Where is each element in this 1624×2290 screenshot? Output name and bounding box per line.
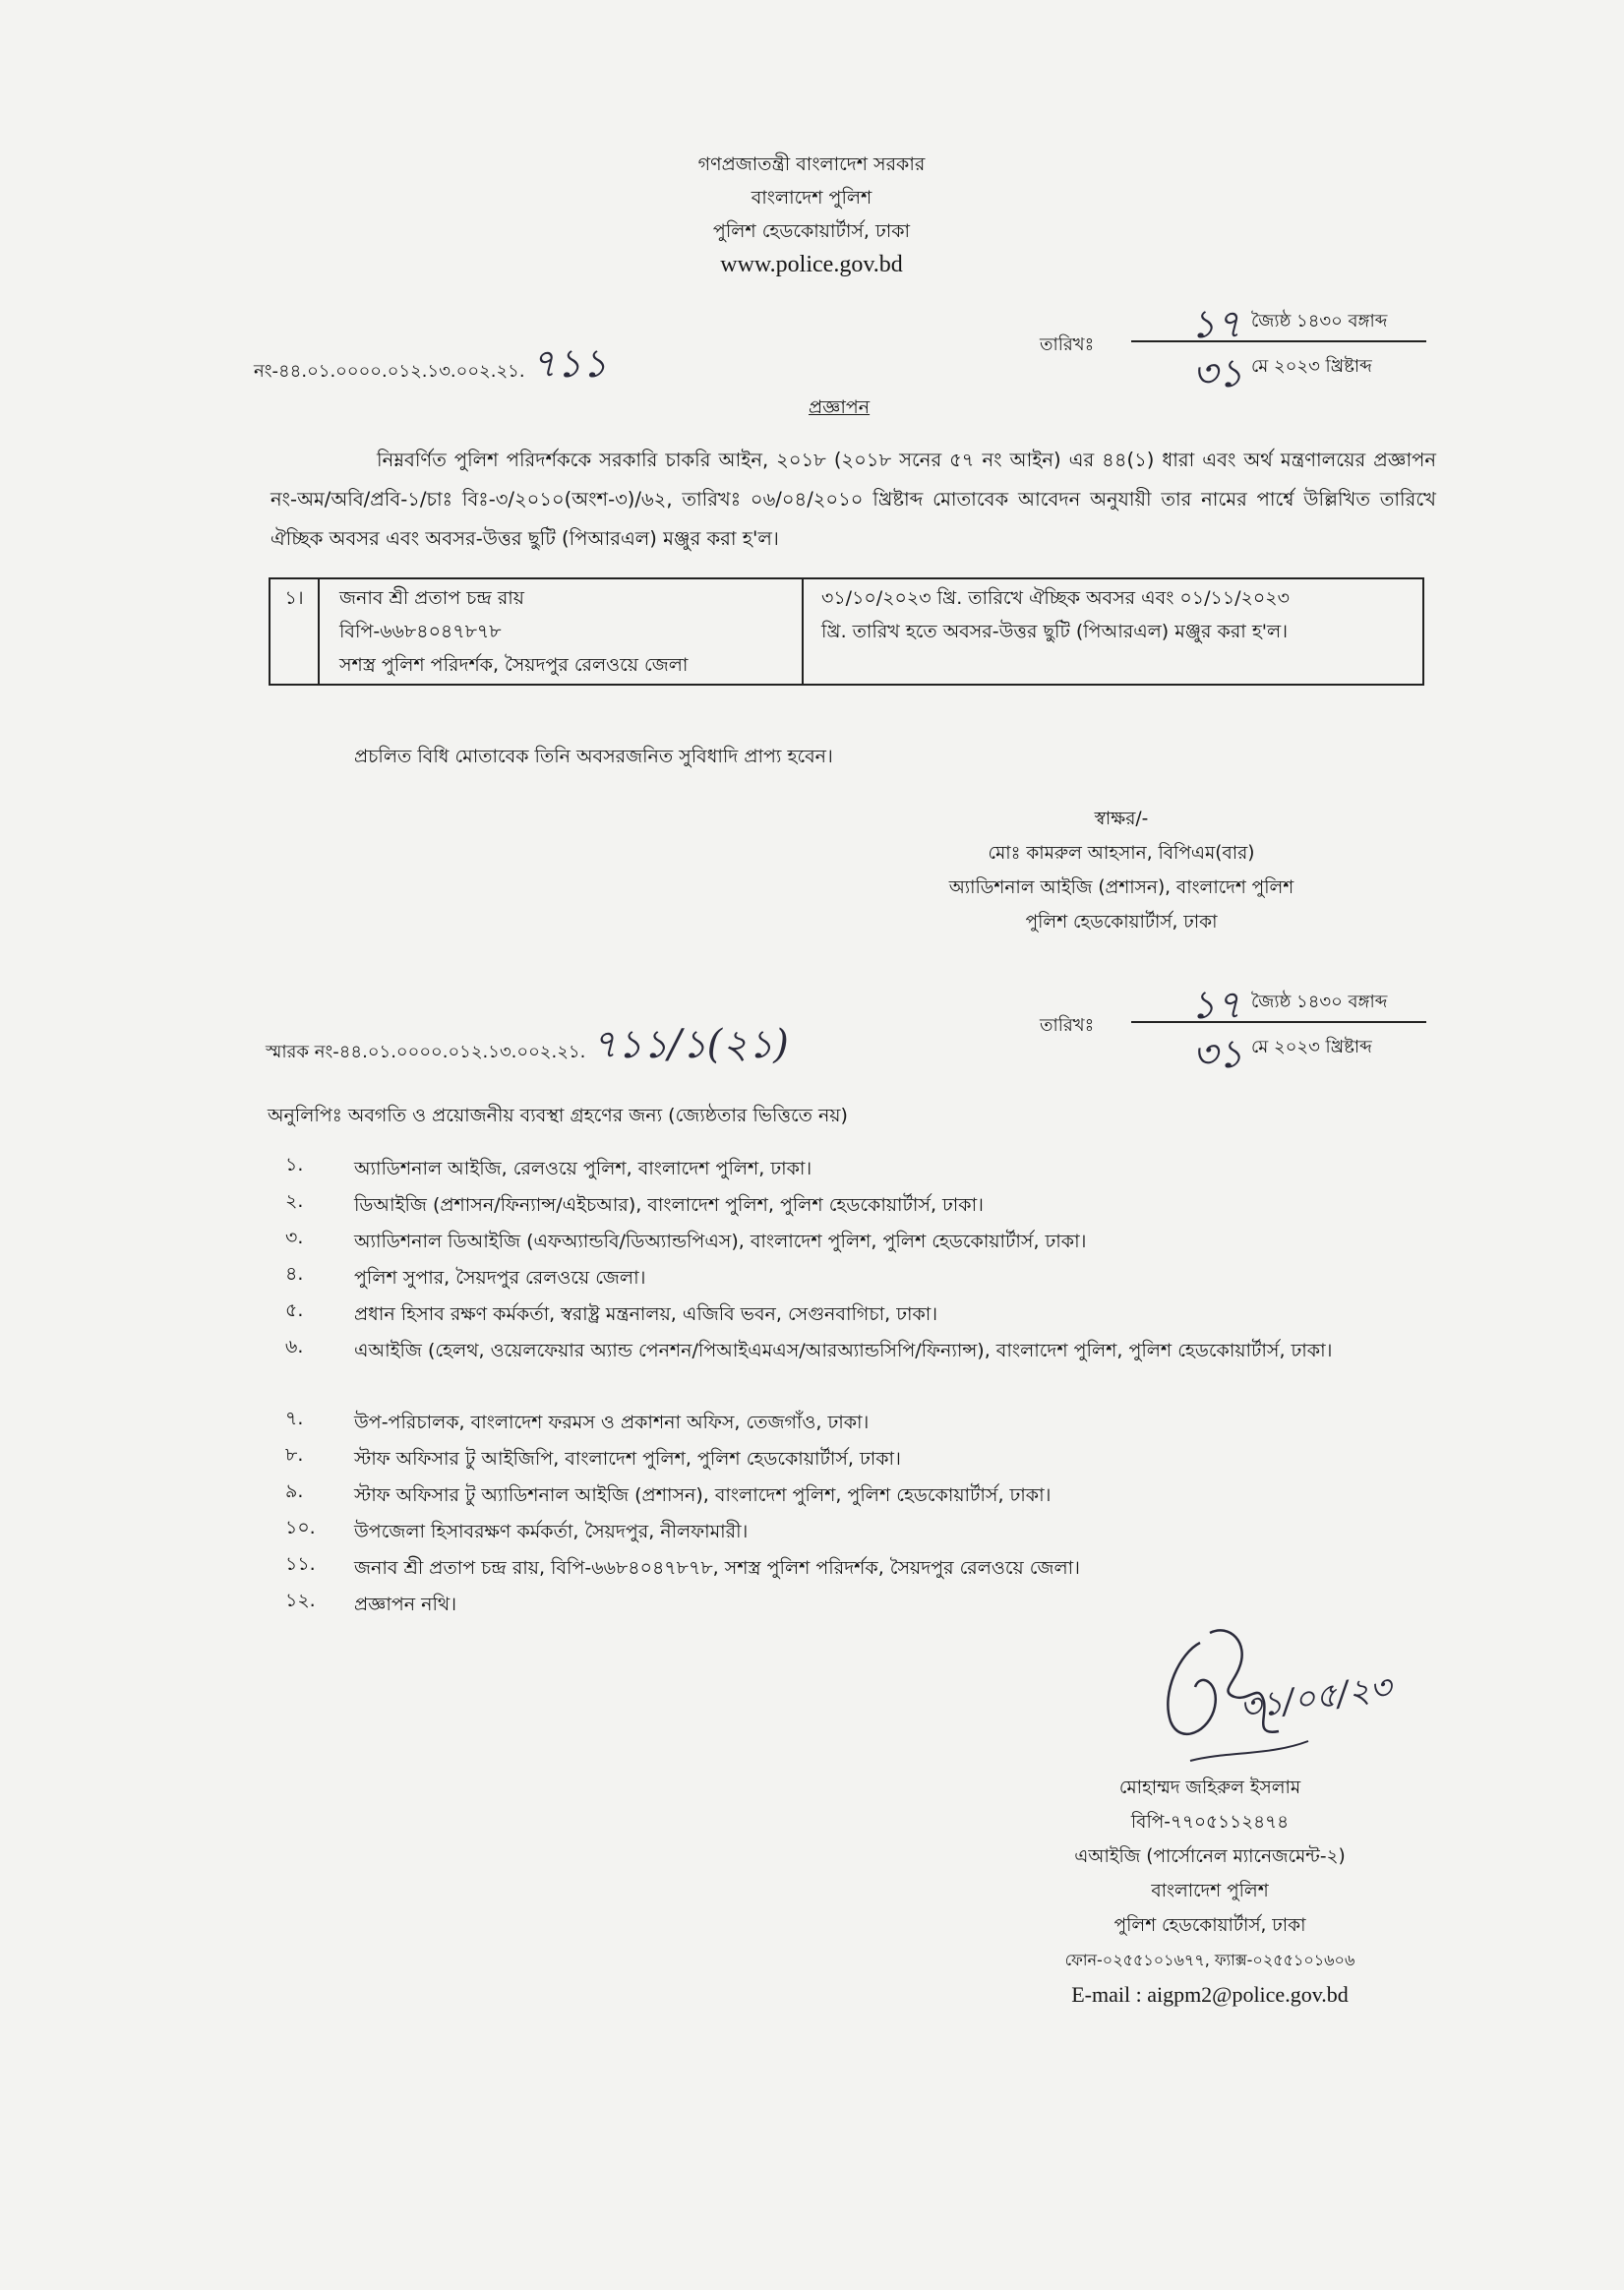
officer-designation: সশস্ত্র পুলিশ পরিদর্শক, সৈয়দপুর রেলওয়ে জেলা bbox=[339, 654, 689, 676]
memo2-number bbox=[266, 1013, 789, 1079]
signed-block bbox=[885, 802, 1357, 939]
memo-number-text: নং-৪৪.০১.০০০০.০১২.১৩.০০২.২১. bbox=[254, 361, 525, 382]
org-name: বাংলাদেশ পুলিশ bbox=[751, 187, 872, 209]
contact-phone: ফোন-০২৫৫১০১৬৭৭, ফ্যাক্স-০২৫৫১০১৬০৬ bbox=[1064, 1951, 1355, 1969]
officer-name: জনাব শ্রী প্রতাপ চন্দ্র রায় bbox=[339, 587, 524, 609]
list-number: ১২. bbox=[285, 1590, 316, 1611]
list-number: ৬. bbox=[285, 1336, 304, 1357]
signatory-designation: এআইজি (পার্সোনেল ম্যানেজমেন্ট-২) bbox=[1074, 1846, 1346, 1867]
list-number: ৪. bbox=[285, 1263, 304, 1285]
list-number: ৮. bbox=[285, 1444, 304, 1466]
memo-number bbox=[254, 332, 607, 398]
date2-divider bbox=[1131, 1021, 1426, 1023]
bangla-month-year: জ্যৈষ্ঠ ১৪৩০ বঙ্গাব্দ bbox=[1251, 311, 1388, 331]
list-text: স্টাফ অফিসার টু আইজিপি, বাংলাদেশ পুলিশ, পুলিশ হেডকোয়ার্টার্স, ঢাকা। bbox=[354, 1448, 901, 1470]
date-block bbox=[1131, 293, 1426, 396]
office-name: পুলিশ হেডকোয়ার্টার্স, ঢাকা bbox=[712, 220, 911, 242]
signature-date: ৩১/০৫/২৩ bbox=[1236, 1667, 1395, 1728]
list-text: পুলিশ সুপার, সৈয়দপুর রেলওয়ে জেলা। bbox=[354, 1267, 646, 1289]
notification-title: প্রজ্ঞাপন bbox=[809, 396, 871, 418]
list-text: স্টাফ অফিসার টু অ্যাডিশনাল আইজি (প্রশাসন), বাংলাদেশ পুলিশ, পুলিশ হেডকোয়ার্টার্স, ঢাকা। bbox=[354, 1484, 1052, 1506]
letterhead bbox=[615, 148, 1008, 281]
bangla-day: ১৭ bbox=[1190, 302, 1241, 347]
memo2-handwritten-number: ৭১১/১(২১) bbox=[591, 1022, 789, 1067]
signatory-name: মোহাম্মদ জহিরুল ইসলাম bbox=[1118, 1778, 1301, 1798]
date-divider bbox=[1131, 340, 1426, 342]
list-number: ২. bbox=[285, 1190, 304, 1212]
list-text: ডিআইজি (প্রশাসন/ফিন্যান্স/এইচআর), বাংলাদেশ পুলিশ, পুলিশ হেডকোয়ার্টার্স, ঢাকা। bbox=[354, 1194, 984, 1216]
bangla-month-year-2: জ্যৈষ্ঠ ১৪৩০ বঙ্গাব্দ bbox=[1251, 992, 1388, 1012]
list-text: প্রধান হিসাব রক্ষণ কর্মকর্তা, স্বরাষ্ট্র মন্ত্রনালয়, এজিবি ভবন, সেগুনবাগিচা, ঢাকা। bbox=[354, 1303, 938, 1325]
greg-month-year-2: মে ২০২৩ খ্রিষ্টাব্দ bbox=[1251, 1037, 1372, 1057]
contact-email[interactable]: E-mail : aigpm2@police.gov.bd bbox=[1071, 1982, 1349, 2007]
signer-office: পুলিশ হেডকোয়ার্টার্স, ঢাকা bbox=[1025, 912, 1218, 933]
signer-name: মোঃ কামরুল আহসান, বিপিএম(বার) bbox=[988, 843, 1255, 864]
list-number: ৩. bbox=[285, 1227, 304, 1248]
table-row bbox=[270, 578, 1423, 685]
greg-day: ৩১ bbox=[1192, 351, 1243, 396]
list-text: প্রজ্ঞাপন নথি। bbox=[354, 1594, 457, 1615]
greg-month-year: মে ২০২৩ খ্রিষ্টাব্দ bbox=[1251, 356, 1372, 377]
list-text: উপ-পরিচালক, বাংলাদেশ ফরমস ও প্রকাশনা অফিস, তেজগাঁও, ঢাকা। bbox=[354, 1412, 870, 1433]
signed-label: স্বাক্ষর/- bbox=[1094, 809, 1149, 829]
copy-heading: অনুলিপিঃ অবগতি ও প্রয়োজনীয় ব্যবস্থা গ্রহণের জন্য (জ্যেষ্ঠতার ভিত্তিতে নয়) bbox=[268, 1105, 848, 1126]
remark-line-2: খ্রি. তারিখ হতে অবসর-উত্তর ছুটি (পিআরএল) মঞ্জুর করা হ'ল। bbox=[821, 621, 1288, 642]
gov-name: গণপ্রজাতন্ত্রী বাংলাদেশ সরকার bbox=[697, 153, 926, 175]
signatory-block bbox=[1013, 1771, 1407, 2012]
memo-handwritten-number: ৭১১ bbox=[530, 341, 608, 387]
list-text: অ্যাডিশনাল ডিআইজি (এফঅ্যান্ডবি/ডিঅ্যান্ডপিএস), বাংলাদেশ পুলিশ, পুলিশ হেডকোয়ার্টার্স, ঢাকা। bbox=[354, 1231, 1087, 1252]
list-number: ৯. bbox=[285, 1480, 304, 1502]
memo2-number-text: স্মারক নং-৪৪.০১.০০০০.০১২.১৩.০০২.২১. bbox=[266, 1042, 586, 1062]
serial-cell: ১। bbox=[270, 578, 319, 685]
list-number: ১১. bbox=[285, 1553, 316, 1575]
list-number: ৫. bbox=[285, 1299, 304, 1321]
signatory-bp: বিপি-৭৭০৫১১২৪৭৪ bbox=[1130, 1812, 1290, 1833]
signatory-org: বাংলাদেশ পুলিশ bbox=[1151, 1881, 1269, 1901]
retiree-table bbox=[269, 577, 1424, 686]
list-text: জনাব শ্রী প্রতাপ চন্দ্র রায়, বিপি-৬৬৮৪০৪৭৮৭৮, সশস্ত্র পুলিশ পরিদর্শক, সৈয়দপুর রেলওয়ে জেলা। bbox=[354, 1557, 1080, 1579]
date-label: তারিখঃ bbox=[1040, 334, 1095, 355]
list-number: ১. bbox=[285, 1154, 304, 1175]
signer-designation: অ্যাডিশনাল আইজি (প্রশাসন), বাংলাদেশ পুলিশ bbox=[948, 877, 1294, 898]
officer-bp: বিপি-৬৬৮৪০৪৭৮৭৮ bbox=[339, 621, 502, 642]
officer-cell bbox=[319, 578, 803, 685]
remark-cell bbox=[803, 578, 1423, 685]
date2-block bbox=[1131, 974, 1426, 1077]
list-number: ৭. bbox=[285, 1408, 304, 1429]
date2-label: তারিখঃ bbox=[1040, 1015, 1095, 1036]
greg-day-2: ৩১ bbox=[1192, 1032, 1243, 1077]
list-text: এআইজি (হেলথ, ওয়েলফেয়ার অ্যান্ড পেনশন/পিআইএমএস/আরঅ্যান্ডসিপি/ফিন্যান্স), বাংলাদেশ পুলিশ, পুলিশ হেডকোয়ার্টার্স, ঢাকা। bbox=[354, 1340, 1333, 1361]
website-link[interactable]: www.police.gov.bd bbox=[720, 252, 903, 277]
benefit-statement: প্রচলিত বিধি মোতাবেক তিনি অবসরজনিত সুবিধাদি প্রাপ্য হবেন। bbox=[354, 746, 833, 767]
notification-body: নিম্নবর্ণিত পুলিশ পরিদর্শককে সরকারি চাকরি আইন, ২০১৮ (২০১৮ সনের ৫৭ নং আইন) এর ৪৪(১) ধারা এবং অর্থ মন্ত্রণালয়ের প্রজ্ঞাপন নং-অম/অবি/প্রবি-১/চাঃ বিঃ-৩/২০১০(অংশ-৩)/৬২, তারিখঃ ০৬/০৪/২০১০ খ্রিষ্টাব্দ মোতাবেক আবেদন অনুযায়ী তার নামের পার্শ্বে উল্লিখিত তারিখে ঐচ্ছিক অবসর এবং অবসর-উত্তর ছুটি (পিআরএল) মঞ্জুর করা হ'ল। bbox=[271, 449, 1436, 550]
list-number: ১০. bbox=[285, 1517, 316, 1538]
bangla-day-2: ১৭ bbox=[1190, 983, 1241, 1028]
remark-line-1: ৩১/১০/২০২৩ খ্রি. তারিখে ঐচ্ছিক অবসর এবং ০১/১১/২০২৩ bbox=[821, 587, 1290, 609]
signatory-office: পুলিশ হেডকোয়ার্টার্স, ঢাকা bbox=[1113, 1915, 1306, 1936]
list-text: উপজেলা হিসাবরক্ষণ কর্মকর্তা, সৈয়দপুর, নীলফামারী। bbox=[354, 1521, 749, 1542]
list-text: অ্যাডিশনাল আইজি, রেলওয়ে পুলিশ, বাংলাদেশ পুলিশ, ঢাকা। bbox=[354, 1158, 812, 1179]
